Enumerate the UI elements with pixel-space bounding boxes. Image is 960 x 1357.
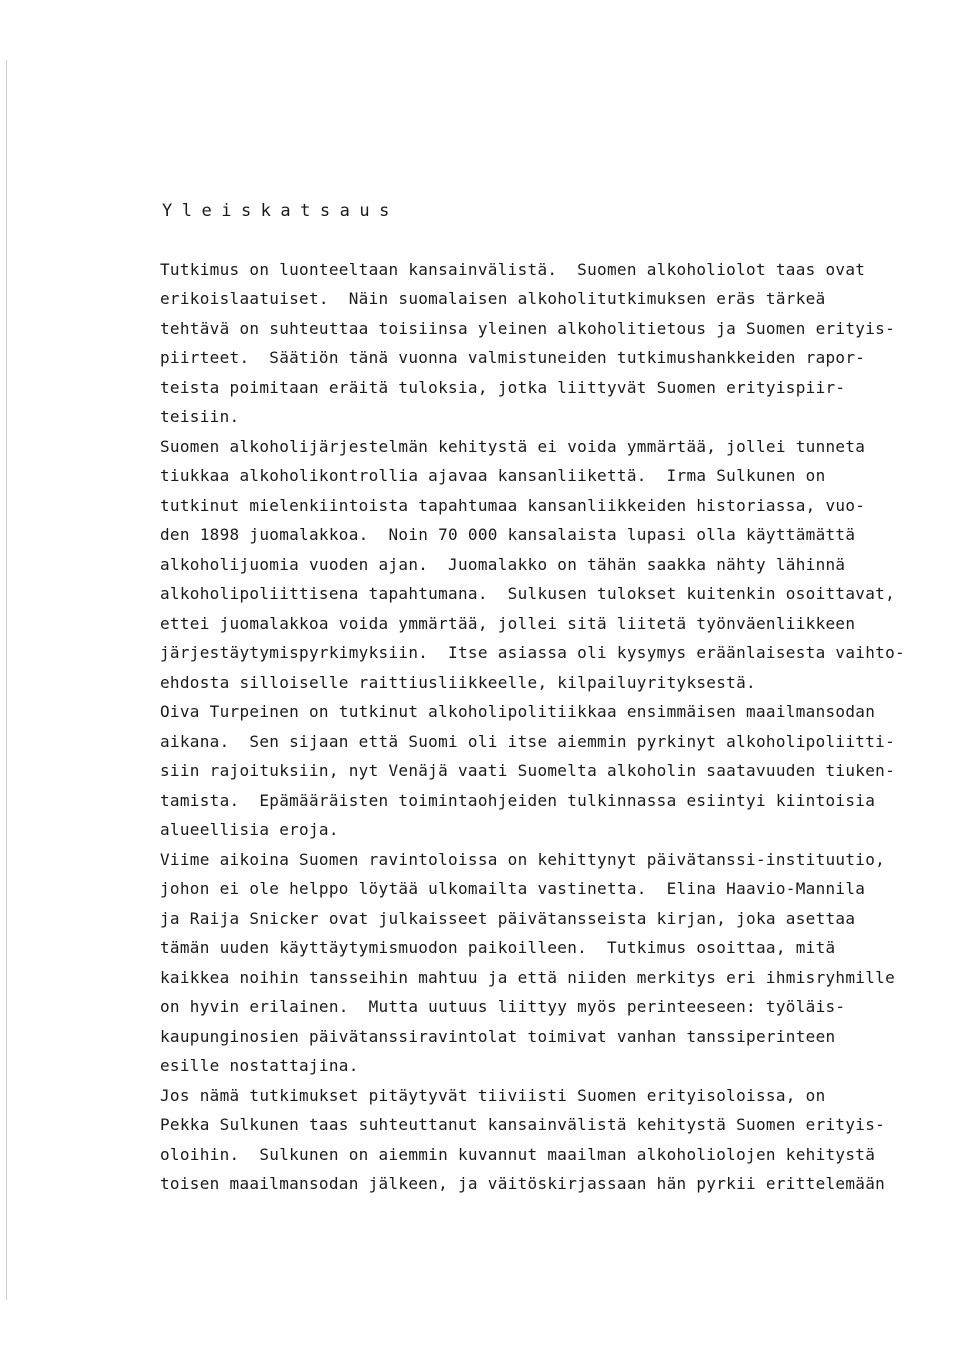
text-line: ehdosta silloiselle raittiusliikkeelle, kilpailuyrityksestä. (160, 673, 756, 692)
text-line: on hyvin erilainen. Mutta uutuus liittyy myös perinteeseen: työläis- (160, 997, 846, 1016)
text-line: ettei juomalakkoa voida ymmärtää, jollei sitä liitetä työnväenliikkeen (160, 614, 856, 633)
text-line: esille nostattajina. (160, 1056, 359, 1075)
document-heading: Yleiskatsaus (162, 201, 399, 221)
text-line: tehtävä on suhteuttaa toisiinsa yleinen alkoholitietous ja Suomen erityis- (160, 319, 896, 338)
text-line: toisen maailmansodan jälkeen, ja väitöskirjassaan hän pyrkii erittelemään (160, 1174, 886, 1193)
text-line: kaikkea noihin tansseihin mahtuu ja että niiden merkitys eri ihmisryhmille (160, 968, 896, 987)
text-line: erikoislaatuiset. Näin suomalaisen alkoholitutkimuksen eräs tärkeä (160, 289, 826, 308)
text-line: Suomen alkoholijärjestelmän kehitystä ei voida ymmärtää, jollei tunneta (160, 437, 866, 456)
text-line: kaupunginosien päivätanssiravintolat toimivat vanhan tanssiperinteen (160, 1027, 836, 1046)
text-line: johon ei ole helppo löytää ulkomailta vastinetta. Elina Haavio-Mannila (160, 879, 866, 898)
text-line: siin rajoituksiin, nyt Venäjä vaati Suomelta alkoholin saatavuuden tiuken- (160, 761, 896, 780)
text-line: teisiin. (160, 407, 240, 426)
text-line: tamista. Epämääräisten toimintaohjeiden tulkinnassa esiintyi kiintoisia (160, 791, 876, 810)
text-line: järjestäytymispyrkimyksiin. Itse asiassa oli kysymys eräänlaisesta vaihto- (160, 643, 905, 662)
left-margin-scan-mark (6, 60, 7, 1300)
text-line: piirteet. Säätiön tänä vuonna valmistuneiden tutkimushankkeiden rapor- (160, 348, 866, 367)
text-line: tämän uuden käyttäytymismuodon paikoilleen. Tutkimus osoittaa, mitä (160, 938, 836, 957)
text-line: alueellisia eroja. (160, 820, 339, 839)
text-line: Oiva Turpeinen on tutkinut alkoholipolitiikkaa ensimmäisen maailmansodan (160, 702, 876, 721)
text-line: Viime aikoina Suomen ravintoloissa on kehittynyt päivätanssi-instituutio, (160, 850, 886, 869)
text-line: den 1898 juomalakkoa. Noin 70 000 kansalaista lupasi olla käyttämättä (160, 525, 856, 544)
text-line: alkoholijuomia vuoden ajan. Juomalakko on tähän saakka nähty lähinnä (160, 555, 846, 574)
text-line: Tutkimus on luonteeltaan kansainvälistä. Suomen alkoholiolot taas ovat (160, 260, 866, 279)
text-line: tutkinut mielenkiintoista tapahtumaa kansanliikkeiden historiassa, vuo- (160, 496, 866, 515)
text-line: tiukkaa alkoholikontrollia ajavaa kansanliikettä. Irma Sulkunen on (160, 466, 826, 485)
text-line: Pekka Sulkunen taas suhteuttanut kansainvälistä kehitystä Suomen erityis- (160, 1115, 886, 1134)
text-line: oloihin. Sulkunen on aiemmin kuvannut maailman alkoholiolojen kehitystä (160, 1145, 876, 1164)
text-line: aikana. Sen sijaan että Suomi oli itse aiemmin pyrkinyt alkoholipoliitti- (160, 732, 896, 751)
text-line: ja Raija Snicker ovat julkaisseet päivätansseista kirjan, joka asettaa (160, 909, 856, 928)
text-line: teista poimitaan eräitä tuloksia, jotka liittyvät Suomen erityispiir- (160, 378, 846, 397)
text-line: Jos nämä tutkimukset pitäytyvät tiiviisti Suomen erityisoloissa, on (160, 1086, 826, 1105)
text-line: alkoholipoliittisena tapahtumana. Sulkusen tulokset kuitenkin osoittavat, (160, 584, 896, 603)
